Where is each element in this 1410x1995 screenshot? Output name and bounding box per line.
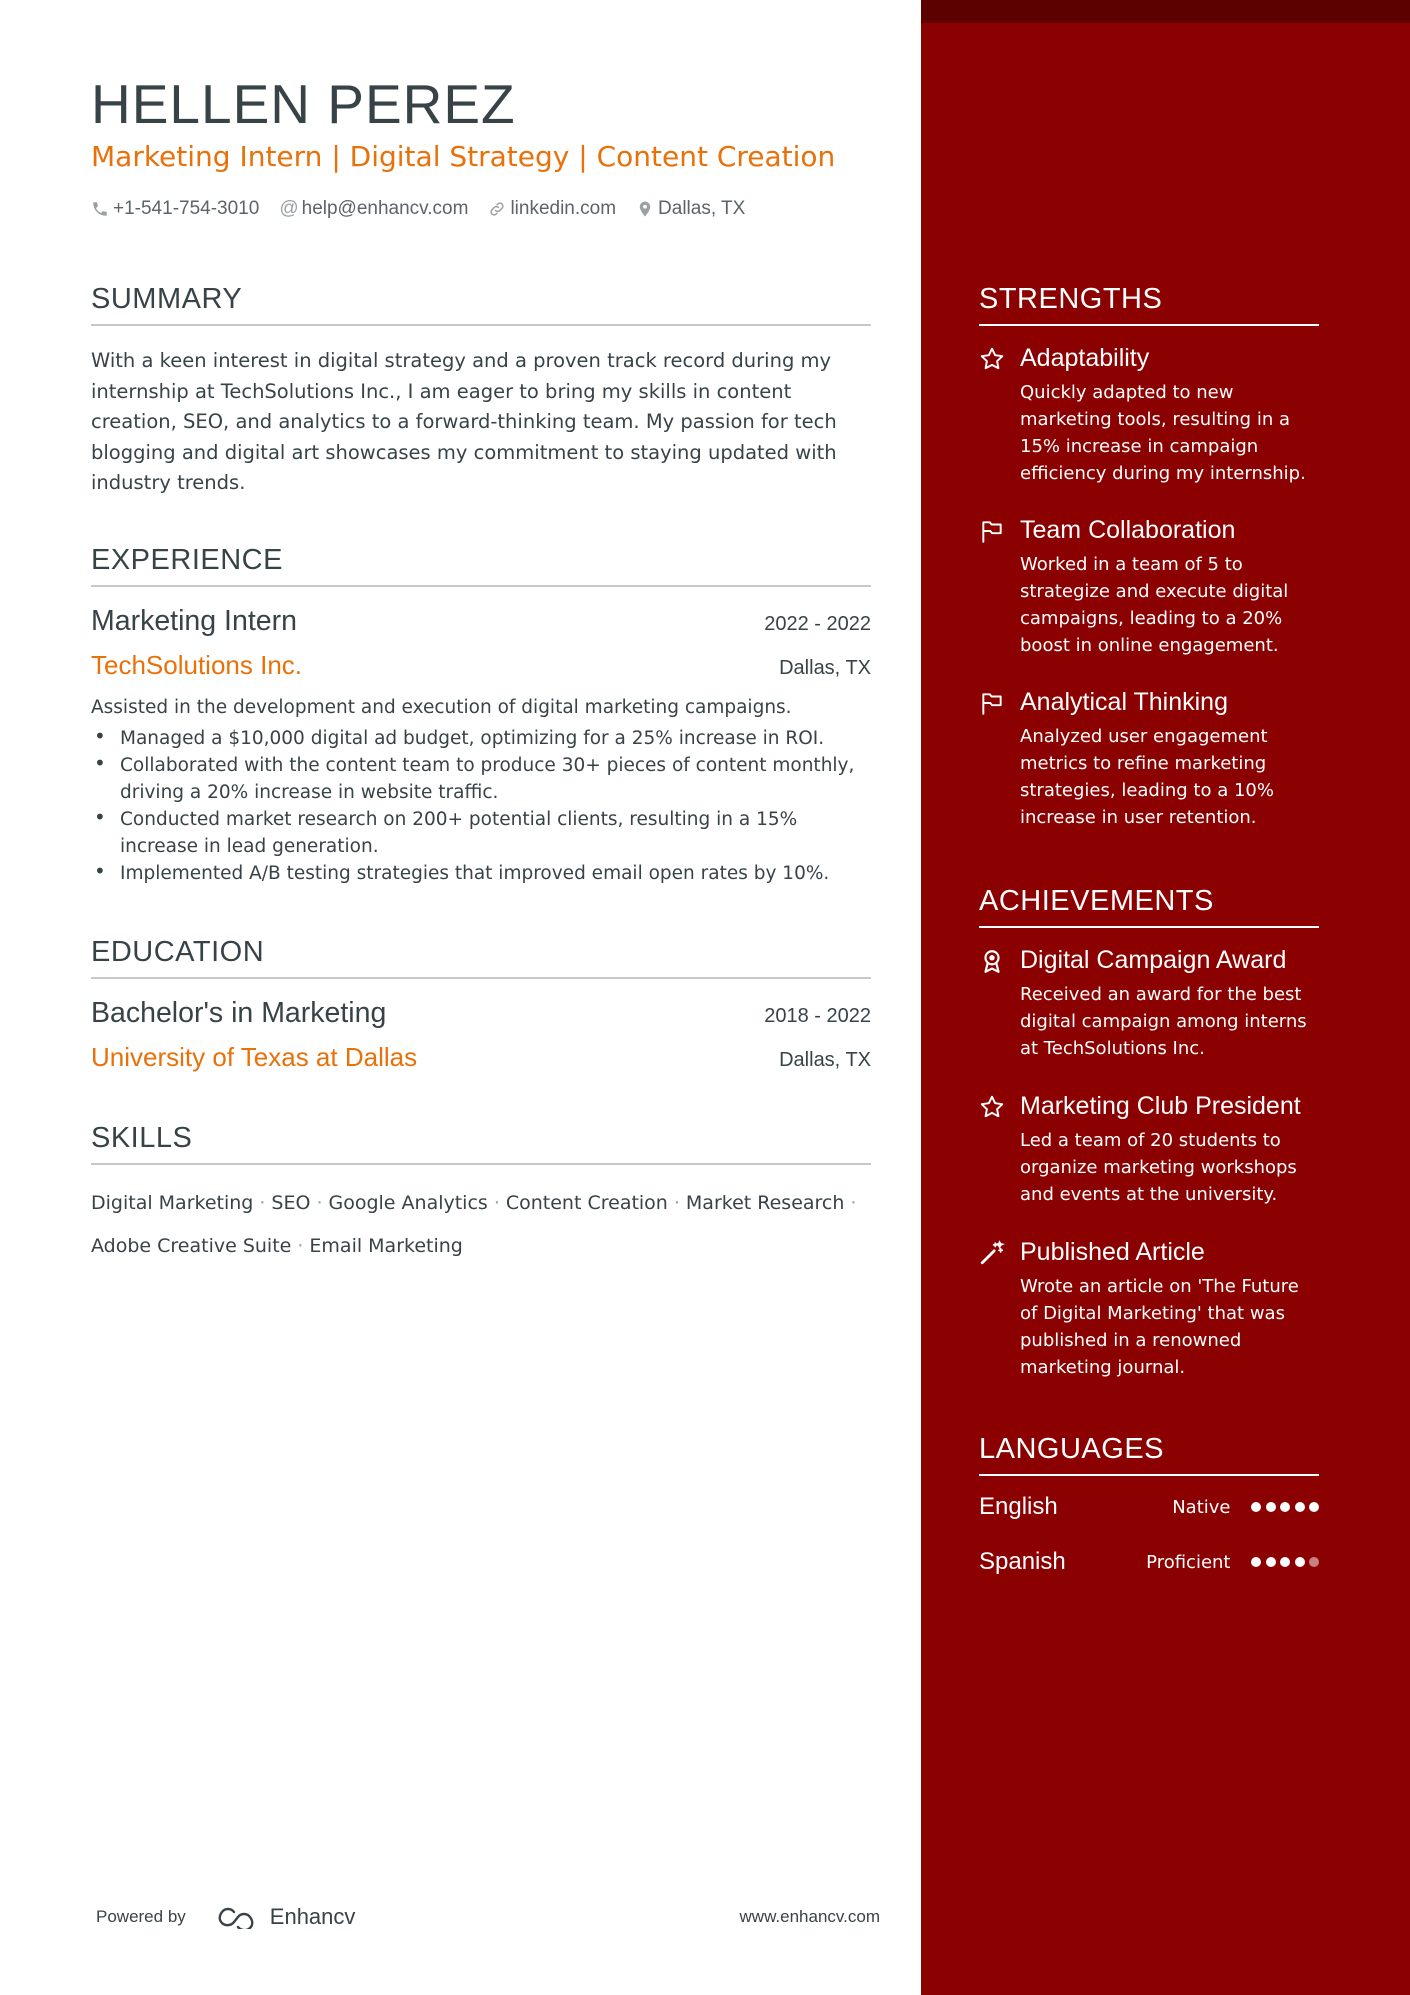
rating-dot (1309, 1502, 1319, 1512)
list-item: • Implemented A/B testing strategies that improved email open rates by 10%. (91, 860, 871, 887)
phone-icon (91, 200, 109, 218)
achievement-title: Marketing Club President (1020, 1092, 1301, 1120)
powered-by-label: Powered by (96, 1907, 186, 1926)
strengths-heading: STRENGTHS (979, 283, 1319, 326)
languages-heading: LANGUAGES (979, 1433, 1319, 1476)
contact-location (636, 198, 745, 220)
language-rating (1247, 1557, 1320, 1567)
experience-bullets (91, 725, 871, 887)
contact-location-text: Dallas, TX (658, 198, 746, 219)
strength-item (979, 344, 1319, 487)
summary-text: With a keen interest in digital strategy and a proven track record during my internship at TechSolutions Inc., I am eager to bring my skills in content creation, SEO, and analytics to a forward-thinking team. My passion for tech blogging and digital art showcases my commitment to staying updated with industry trends. (91, 349, 837, 494)
candidate-name: HELLEN PEREZ (91, 73, 516, 135)
achievement-description: Wrote an article on 'The Future of Digital Marketing' that was published in a renowned marketing journal. (1020, 1276, 1299, 1378)
rating-dot (1309, 1557, 1319, 1567)
location-pin-icon (636, 200, 654, 218)
skill-separator: · (297, 1235, 304, 1257)
strength-description: Worked in a team of 5 to strategize and execute digital campaigns, leading to a 20% boost in online engagement. (1020, 554, 1289, 656)
contact-linkedin-text: linkedin.com (510, 198, 617, 219)
strength-item (979, 516, 1319, 659)
experience-heading: EXPERIENCE (91, 544, 871, 587)
skill-separator: · (493, 1192, 500, 1214)
achievements-heading: ACHIEVEMENTS (979, 885, 1319, 928)
achievement-description: Led a team of 20 students to organize marketing workshops and events at the university. (1020, 1130, 1297, 1205)
skill-item: Market Research (685, 1192, 845, 1214)
skill-item: Google Analytics (328, 1192, 488, 1214)
candidate-title: Marketing Intern | Digital Strategy | Content Creation (91, 140, 836, 173)
summary-heading: SUMMARY (91, 283, 871, 326)
star-icon (979, 346, 1005, 372)
rating-dot (1251, 1502, 1261, 1512)
education-degree-row (91, 997, 871, 1030)
rating-dot (1251, 1557, 1261, 1567)
achievement-item (979, 1092, 1319, 1208)
rating-dot (1280, 1557, 1290, 1567)
skill-item: Email Marketing (309, 1235, 463, 1257)
education-dates: 2018 - 2022 (764, 1005, 871, 1027)
contact-email[interactable] (279, 198, 468, 220)
language-row (979, 1493, 1319, 1521)
rating-dot (1295, 1557, 1305, 1567)
education-school-row (91, 1042, 871, 1073)
skill-separator: · (316, 1192, 323, 1214)
contact-bar (91, 198, 765, 220)
language-level: Native (1172, 1496, 1231, 1518)
list-item: • Managed a $10,000 digital ad budget, optimizing for a 25% increase in ROI. (91, 725, 871, 752)
rating-dot (1266, 1557, 1276, 1567)
skill-separator: · (673, 1192, 680, 1214)
education-location: Dallas, TX (779, 1049, 871, 1071)
list-item: • Collaborated with the content team to produce 30+ pieces of content monthly, driving a 20% increase in website traffic. (91, 752, 871, 806)
rating-dot (1280, 1502, 1290, 1512)
skill-separator: · (850, 1192, 857, 1214)
experience-role: Marketing Intern (91, 605, 297, 637)
brand-name: Enhancv (269, 1904, 356, 1929)
star-icon (979, 1094, 1005, 1120)
award-icon (979, 948, 1005, 974)
magic-wand-icon (979, 1240, 1005, 1266)
list-item: • Conducted market research on 200+ potential clients, resulting in a 15% increase in lead generation. (91, 806, 871, 860)
experience-company-row (91, 650, 871, 681)
language-row (979, 1548, 1319, 1576)
website-link[interactable]: www.enhancv.com (739, 1907, 880, 1926)
rating-dot (1295, 1502, 1305, 1512)
education-school: University of Texas at Dallas (91, 1042, 418, 1072)
at-icon: @ (279, 198, 299, 219)
contact-phone[interactable] (91, 198, 259, 220)
skill-separator: · (259, 1192, 266, 1214)
education-heading: EDUCATION (91, 936, 871, 979)
language-rating (1247, 1502, 1320, 1512)
strength-title: Team Collaboration (1020, 516, 1236, 544)
language-name: Spanish (979, 1548, 1066, 1575)
experience-role-row (91, 605, 871, 638)
achievement-title: Published Article (1020, 1238, 1205, 1266)
achievement-title: Digital Campaign Award (1020, 946, 1287, 974)
strength-title: Adaptability (1020, 344, 1150, 372)
strength-item (979, 688, 1319, 831)
strength-description: Analyzed user engagement metrics to refine marketing strategies, leading to a 10% increase in user retention. (1020, 726, 1274, 828)
achievement-description: Received an award for the best digital campaign among interns at TechSolutions Inc. (1020, 984, 1307, 1059)
rating-dot (1266, 1502, 1276, 1512)
strength-description: Quickly adapted to new marketing tools, resulting in a 15% increase in campaign efficiency during my internship. (1020, 382, 1306, 484)
experience-company: TechSolutions Inc. (91, 650, 303, 680)
achievement-item (979, 946, 1319, 1062)
education-degree: Bachelor's in Marketing (91, 997, 387, 1029)
skills-list (91, 1182, 871, 1268)
achievement-item (979, 1238, 1319, 1381)
experience-dates: 2022 - 2022 (764, 613, 871, 635)
flag-icon (979, 690, 1005, 716)
language-name: English (979, 1493, 1058, 1520)
contact-linkedin[interactable] (488, 198, 616, 220)
skill-item: Content Creation (505, 1192, 668, 1214)
experience-location: Dallas, TX (779, 657, 871, 679)
skills-heading: SKILLS (91, 1122, 871, 1165)
experience-description: Assisted in the development and execution of digital marketing campaigns. (91, 697, 792, 718)
flag-icon (979, 518, 1005, 544)
enhancv-logo-icon (212, 1905, 260, 1929)
contact-phone-text: +1-541-754-3010 (113, 198, 260, 219)
footer (96, 1901, 880, 1933)
sidebar-top-bar (921, 0, 1410, 23)
skill-item: Digital Marketing (91, 1192, 254, 1214)
skill-item: Adobe Creative Suite (91, 1235, 292, 1257)
strength-title: Analytical Thinking (1020, 688, 1228, 716)
enhancv-logo[interactable] (212, 1904, 356, 1930)
language-level: Proficient (1146, 1551, 1231, 1573)
contact-email-text: help@enhancv.com (301, 198, 469, 219)
link-icon (488, 200, 506, 218)
skill-item: SEO (271, 1192, 311, 1214)
